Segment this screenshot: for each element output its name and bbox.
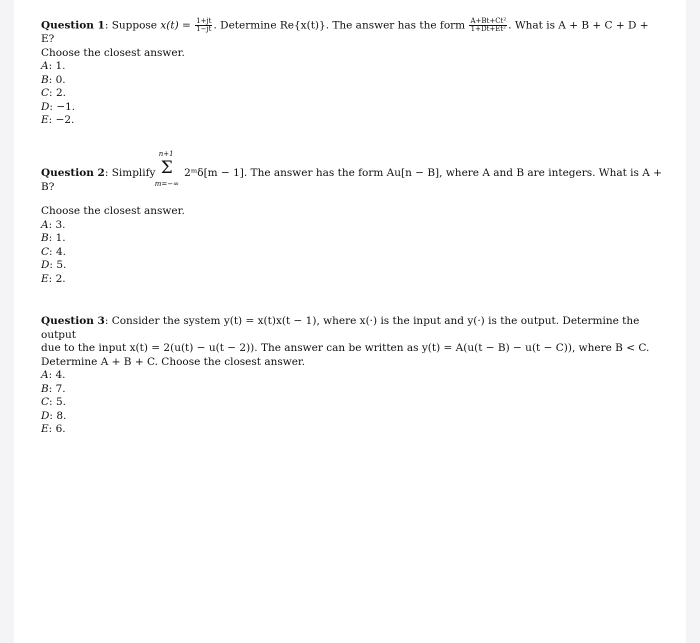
choice-value: −1. (56, 100, 76, 113)
question-1-mid: . Determine Re{x(t)}. The answer has the form (213, 19, 469, 32)
question-1 (41, 18, 663, 128)
form-numerator: A+Bt+Ct² (470, 17, 507, 25)
choice-value: 5. (56, 259, 67, 271)
form-denominator: 1+Dt+Et² (470, 25, 506, 33)
answer-choice: E: 2. (41, 272, 66, 285)
question-2-stem (41, 150, 663, 194)
choice-key: B (41, 73, 49, 86)
choice-value: 2. (55, 87, 66, 99)
question-1-xt: x(t) = (160, 19, 195, 32)
answer-choice: D: −1. (41, 100, 76, 113)
question-2-intro: : Simplify (104, 167, 156, 179)
choice-key: B (41, 382, 49, 395)
choice-value: 3. (55, 218, 66, 231)
summation (154, 150, 181, 188)
question-2-choices (41, 219, 663, 287)
question-3-line-2: due to the input x(t) = 2(u(t) − u(t − 2)). The answer can be written as y(t) = A(u(t − B) − u(t − C)), where B < C. (41, 342, 650, 354)
choice-key: D (41, 259, 50, 271)
answer-choice: C: 5. (41, 396, 66, 408)
question-3 (41, 315, 663, 437)
choice-value: 1. (55, 60, 66, 72)
question-1-choices (41, 60, 663, 128)
question-3-label: Question 3 (41, 315, 105, 327)
choice-key: C (41, 396, 50, 408)
choice-value: 6. (55, 423, 66, 435)
answer-choice: B: 1. (41, 232, 66, 244)
summation-upper-limit: n+1 (158, 150, 174, 158)
question-1-label: Question 1 (41, 19, 105, 32)
question-2-expression: 2ᵐδ[m − 1]. The answer has the form Au[n − B], where A and B are integers. What is A + B? (41, 167, 662, 193)
choice-value: 4. (55, 245, 66, 258)
choice-key: C (41, 87, 50, 99)
question-1-ask: . What is A + B + C + D + E? (41, 19, 649, 45)
choice-key: D (41, 100, 50, 113)
choice-value: 5. (55, 396, 66, 408)
choice-key: B (41, 232, 49, 244)
choice-key: A (41, 369, 49, 381)
question-1-instruction: Choose the closest answer. (41, 46, 185, 59)
question-2-label: Question 2 (41, 167, 105, 179)
answer-choice: D: 8. (41, 409, 67, 422)
question-3-stem (41, 315, 663, 342)
fraction-denominator: 1−jt (196, 25, 212, 33)
choice-key: E (41, 114, 49, 126)
question-2 (41, 150, 663, 286)
summation-lower-limit: m=−∞ (154, 180, 179, 188)
question-3-line-1: : Consider the system y(t) = x(t)x(t − 1), where x(·) is the input and y(·) is the output. Determine the output (41, 315, 640, 341)
answer-choice: B: 0. (41, 73, 66, 86)
answer-choice: A: 4. (41, 369, 66, 381)
choice-value: 4. (55, 369, 66, 381)
choice-value: 0. (55, 73, 66, 86)
sigma-symbol: Σ (160, 158, 173, 178)
question-3-line-3: Determine A + B + C. Choose the closest answer. (41, 355, 306, 368)
answer-choice: C: 4. (41, 245, 66, 258)
choice-value: 1. (55, 232, 66, 244)
question-3-choices (41, 369, 663, 437)
question-1-fraction (195, 18, 212, 33)
answer-choice: E: −2. (41, 114, 75, 126)
answer-choice: A: 3. (41, 218, 66, 231)
choice-key: E (41, 423, 49, 435)
fraction-numerator: 1+jt (196, 17, 212, 25)
choice-value: −2. (55, 114, 75, 126)
question-2-instruction: Choose the closest answer. (41, 205, 185, 217)
answer-choice: A: 1. (41, 60, 66, 72)
choice-key: D (41, 409, 50, 422)
question-1-stem (41, 18, 663, 47)
choice-value: 2. (55, 272, 66, 285)
answer-choice: D: 5. (41, 259, 67, 271)
choice-key: A (41, 218, 49, 231)
answer-choice: B: 7. (41, 382, 66, 395)
question-1-intro: : Suppose (104, 19, 161, 32)
answer-choice: C: 2. (41, 87, 66, 99)
choice-key: A (41, 60, 49, 72)
choice-key: C (41, 245, 50, 258)
choice-key: E (41, 272, 49, 285)
answer-choice: E: 6. (41, 423, 66, 435)
question-1-form-fraction (469, 18, 507, 33)
choice-value: 7. (55, 382, 66, 395)
choice-value: 8. (56, 409, 67, 422)
